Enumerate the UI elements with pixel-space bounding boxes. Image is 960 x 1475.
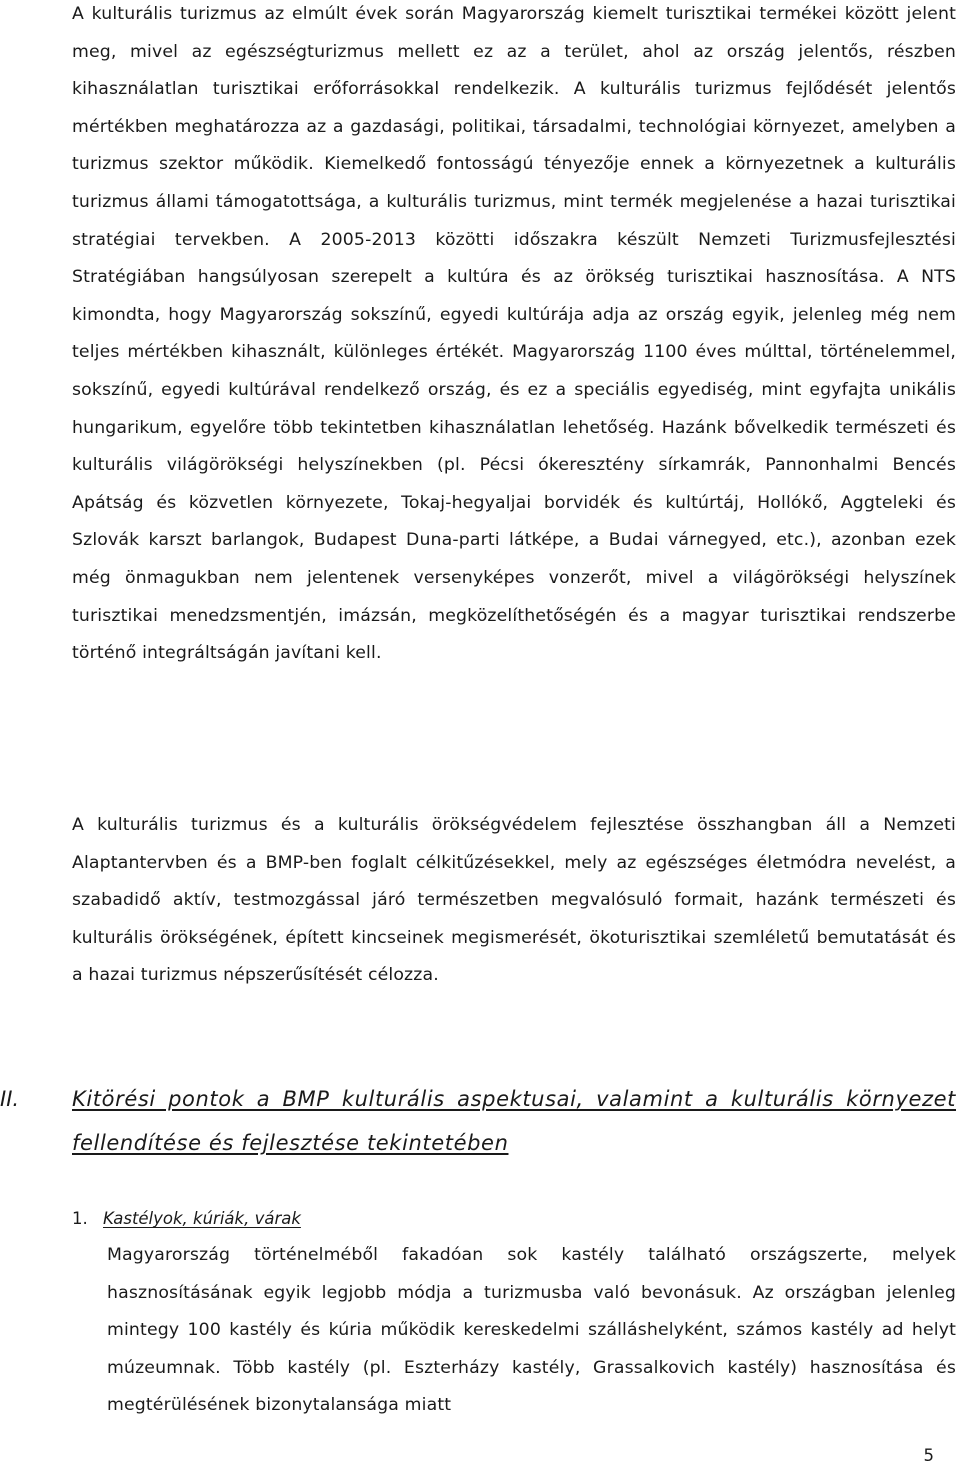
- page-number: 5: [923, 1446, 934, 1465]
- section-number: II.: [0, 1087, 20, 1111]
- paragraph-cultural-tourism: A kulturális turizmus az elmúlt évek során Magyarország kiemelt turisztikai termékei között jelent meg, mivel az egészségturizmus mellett ez az a terület, ahol az ország jelentős, részben kihasználatlan turisztikai erőforrásokkal rendelkezik. A kulturális turizmus fejlődését jelentős mértékben meghatározza az a gazdasági, politikai, társadalmi, technológiai környezet, amelyben a turizmus szektor működik. Kiemelkedő fontosságú tényezője ennek a környezetnek a kulturális turizmus állami támogatottsága, a kulturális turizmus, mint termék megjelenése a hazai turisztikai stratégiai tervekben. A 2005-2013 közötti időszakra készült Nemzeti Turizmusfejlesztési Stratégiában hangsúlyosan szerepelt a kultúra és az örökség turisztikai hasznosítása. A NTS kimondta, hogy Magyarország sokszínű, egyedi kultúrája adja az ország egyik, jelenleg még nem teljes mértékben kihasznált, különleges értékét. Magyarország 1100 éves múlttal, történelemmel, sokszínű, egyedi kultúrával rendelkező ország, és ez a speciális egyediség, mint egyfajta unikális hungarikum, egyelőre több tekintetben kihasználatlan lehetőség. Hazánk bővelkedik természeti és kulturális világörökségi helyszínekben (pl. Pécsi ókeresztény sírkamrák, Pannonhalmi Bencés Apátság és közvetlen környezete, Tokaj-hegyaljai borvidék és kultúrtáj, Hollókő, Aggteleki és Szlovák karszt barlangok, Budapest Duna-parti látképe, a Budai várnegyed, etc.), azonban ezek még önmagukban nem jelentenek versenyképes vonzerőt, mivel a világörökségi helyszínek turisztikai menedzsmentjén, imázsán, megközelíthetőségén és a magyar turisztikai rendszerbe történő integráltságán javítani kell.: [72, 4, 956, 664]
- subsection-title: Kastélyok, kúriák, várak: [103, 1209, 301, 1228]
- subsection-heading: [72, 1207, 301, 1231]
- section-title: Kitörési pontok a BMP kulturális aspektusai, valamint a kulturális környezet fellendítése és fejlesztése tekintetében: [72, 1087, 956, 1155]
- paragraph-heritage-protection: A kulturális turizmus és a kulturális örökségvédelem fejlesztése összhangban áll a Nemzeti Alaptantervben és a BMP-ben foglalt célkitűzésekkel, mely az egészséges életmódra nevelést, a szabadidő aktív, testmozgással járó természetben megvalósuló formait, hazánk természeti és kulturális örökségének, épített kincseinek megismerését, ökoturisztikai szemléletű bemutatását és a hazai turizmus népszerűsítését célozza.: [72, 815, 956, 986]
- paragraph-castles: Magyarország történelméből fakadóan sok kastély található országszerte, melyek hasznosításának egyik legjobb módja a turizmusba való bevonásuk. Az országban jelenleg mintegy 100 kastély és kúria működik kereskedelmi szálláshelyként, számos kastély ad helyt múzeumnak. Több kastély (pl. Eszterházy kastély, Grassalkovich kastély) hasznosítása és megtérülésének bizonytalansága miatt: [107, 1245, 956, 1416]
- subsection-number: 1.: [72, 1209, 88, 1228]
